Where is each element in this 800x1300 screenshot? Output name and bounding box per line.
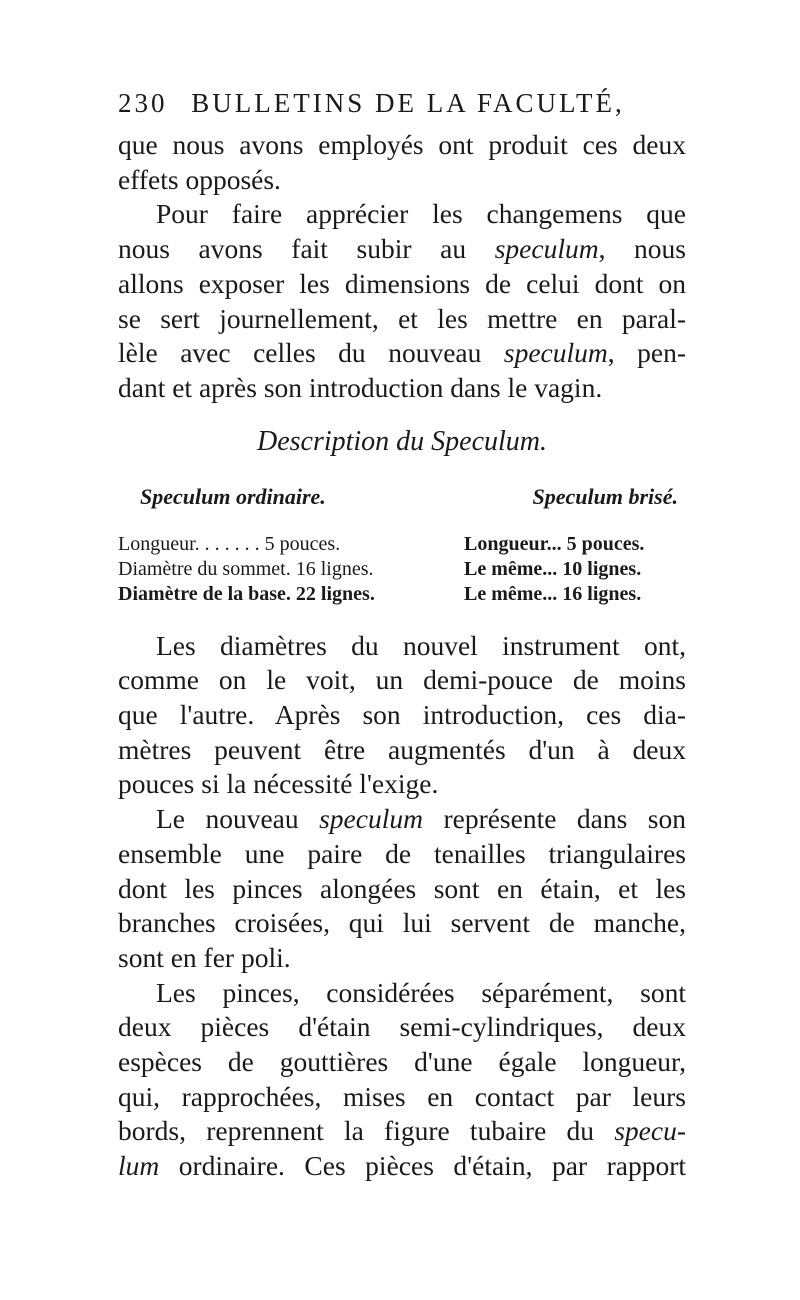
text-line: ensemble une paire de tenailles triangulaires [118, 837, 686, 869]
text-line: que nous avons employés ont produit ces deux [118, 129, 686, 160]
text-line: bords, reprennent la figure tubaire du specu- [118, 1115, 686, 1147]
text-line: branches croisées, qui lui servent de manche, [118, 907, 686, 939]
running-title: BULLETINS DE LA FACULTÉ, [191, 88, 625, 118]
text-line: espèces de gouttières d'une égale longueur, [118, 1046, 686, 1078]
col-head-broken: Speculum brisé. [532, 483, 678, 509]
text-line: sont en fer poli. [118, 941, 291, 973]
specs-row [118, 532, 686, 557]
paragraph-2 [118, 197, 686, 405]
paragraph-3 [118, 629, 686, 803]
paragraph-5 [118, 976, 686, 1184]
paragraph-4 [118, 802, 686, 976]
spec-left: Longueur. . . . . . . 5 pouces. [118, 532, 341, 555]
text-line: dont les pinces alongées sont en étain, et les [118, 872, 686, 904]
specs-row [118, 557, 686, 582]
text-line: lum ordinaire. Ces pièces d'étain, par rapport [118, 1150, 686, 1182]
running-header [118, 88, 686, 128]
specs-row [118, 582, 686, 607]
text-line: pouces si la nécessité l'exige. [118, 768, 439, 800]
page-number: 230 [118, 88, 168, 118]
section-title: Description du Speculum. [256, 425, 548, 457]
text-line: effets opposés. [118, 163, 281, 195]
text-line: Pour faire apprécier les changemens que [156, 198, 686, 230]
spec-left: Diamètre de la base. 22 lignes. [118, 582, 375, 605]
text-line: deux pièces d'étain semi-cylindriques, deux [118, 1011, 686, 1043]
text-line: mètres peuvent être augmentés d'un à deux [118, 733, 686, 765]
spec-right: Le même... 16 lignes. [464, 582, 642, 605]
text-line: que l'autre. Après son introduction, ces dia- [118, 699, 686, 731]
text-line: allons exposer les dimensions de celui dont on [118, 267, 686, 299]
text-line: comme on le voit, un demi-pouce de moins [118, 664, 686, 696]
text-line: lèle avec celles du nouveau speculum, pen- [118, 337, 686, 369]
spec-right: Le même... 10 lignes. [464, 557, 642, 580]
specs-header [118, 484, 686, 510]
text-line: se sert journellement, et les mettre en paral- [118, 302, 686, 334]
text-line: nous avons fait subir au speculum, nous [118, 233, 687, 265]
text-line: Le nouveau speculum représente dans son [156, 803, 686, 835]
spec-left: Diamètre du sommet. 16 lignes. [118, 557, 374, 580]
specs-table [118, 532, 686, 607]
text-line: Les pinces, considérées séparément, sont [156, 976, 686, 1008]
spec-right: Longueur... 5 pouces. [464, 532, 645, 555]
col-head-ordinary: Speculum ordinaire. [140, 483, 326, 509]
text-line: dant et après son introduction dans le vagin. [118, 371, 603, 403]
book-page [118, 88, 686, 1184]
paragraph-1 [118, 128, 686, 197]
text-line: qui, rapprochées, mises en contact par leurs [118, 1080, 686, 1112]
text-line: Les diamètres du nouvel instrument ont, [156, 629, 686, 661]
